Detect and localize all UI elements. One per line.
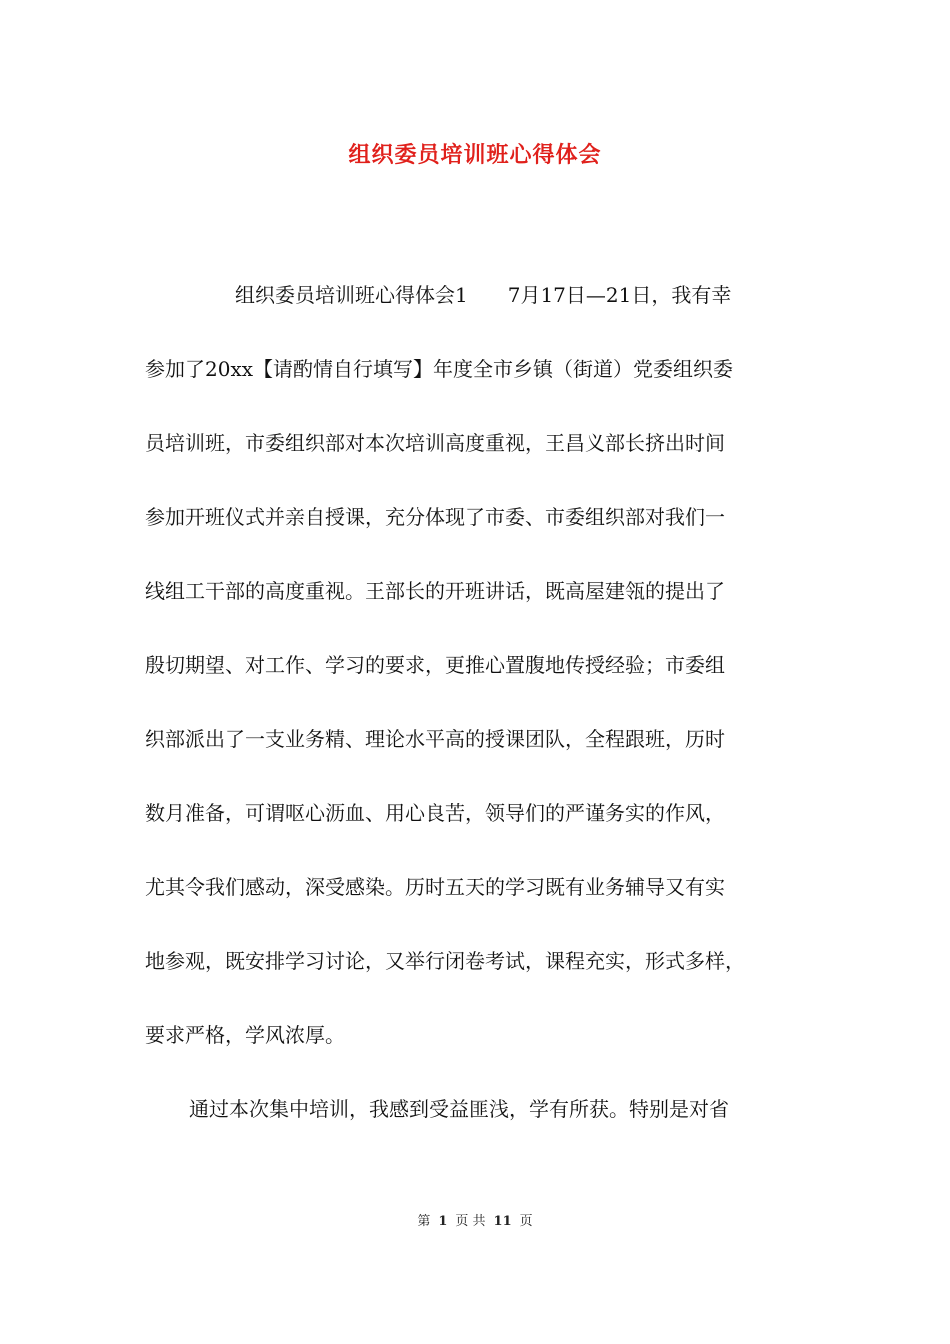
footer-page-number: 1 bbox=[438, 1214, 448, 1229]
paragraph-line-5: 线组工干部的高度重视。王部长的开班讲话，既高屋建瓴的提出了 bbox=[145, 579, 725, 603]
footer-middle: 页 共 bbox=[455, 1214, 486, 1229]
page-footer bbox=[0, 1210, 950, 1229]
footer-total-pages: 11 bbox=[493, 1214, 512, 1229]
document-title: 组织委员培训班心得体会 bbox=[348, 142, 602, 168]
footer-suffix: 页 bbox=[519, 1214, 533, 1229]
paragraph-line-1: 组织委员培训班心得体会1 7月17日—21日，我有幸 bbox=[235, 283, 732, 307]
paragraph-line-6: 殷切期望、对工作、学习的要求，更推心置腹地传授经验；市委组 bbox=[145, 653, 725, 677]
paragraph-line-3: 员培训班，市委组织部对本次培训高度重视，王昌义部长挤出时间 bbox=[145, 431, 725, 455]
paragraph-line-7: 织部派出了一支业务精、理论水平高的授课团队，全程跟班，历时 bbox=[145, 727, 725, 751]
paragraph-line-2: 参加了20xx【请酌情自行填写】年度全市乡镇（街道）党委组织委 bbox=[145, 357, 734, 381]
paragraph-line-8: 数月准备，可谓呕心沥血、用心良苦，领导们的严谨务实的作风， bbox=[145, 801, 725, 825]
footer-prefix: 第 bbox=[417, 1214, 431, 1229]
paragraph-line-12: 通过本次集中培训，我感到受益匪浅，学有所获。特别是对省 bbox=[189, 1097, 729, 1121]
paragraph-line-4: 参加开班仪式并亲自授课，充分体现了市委、市委组织部对我们一 bbox=[145, 505, 725, 529]
paragraph-line-11: 要求严格，学风浓厚。 bbox=[145, 1023, 345, 1047]
paragraph-line-10: 地参观，既安排学习讨论，又举行闭卷考试，课程充实，形式多样， bbox=[145, 949, 745, 973]
paragraph-line-9: 尤其令我们感动，深受感染。历时五天的学习既有业务辅导又有实 bbox=[145, 875, 725, 899]
